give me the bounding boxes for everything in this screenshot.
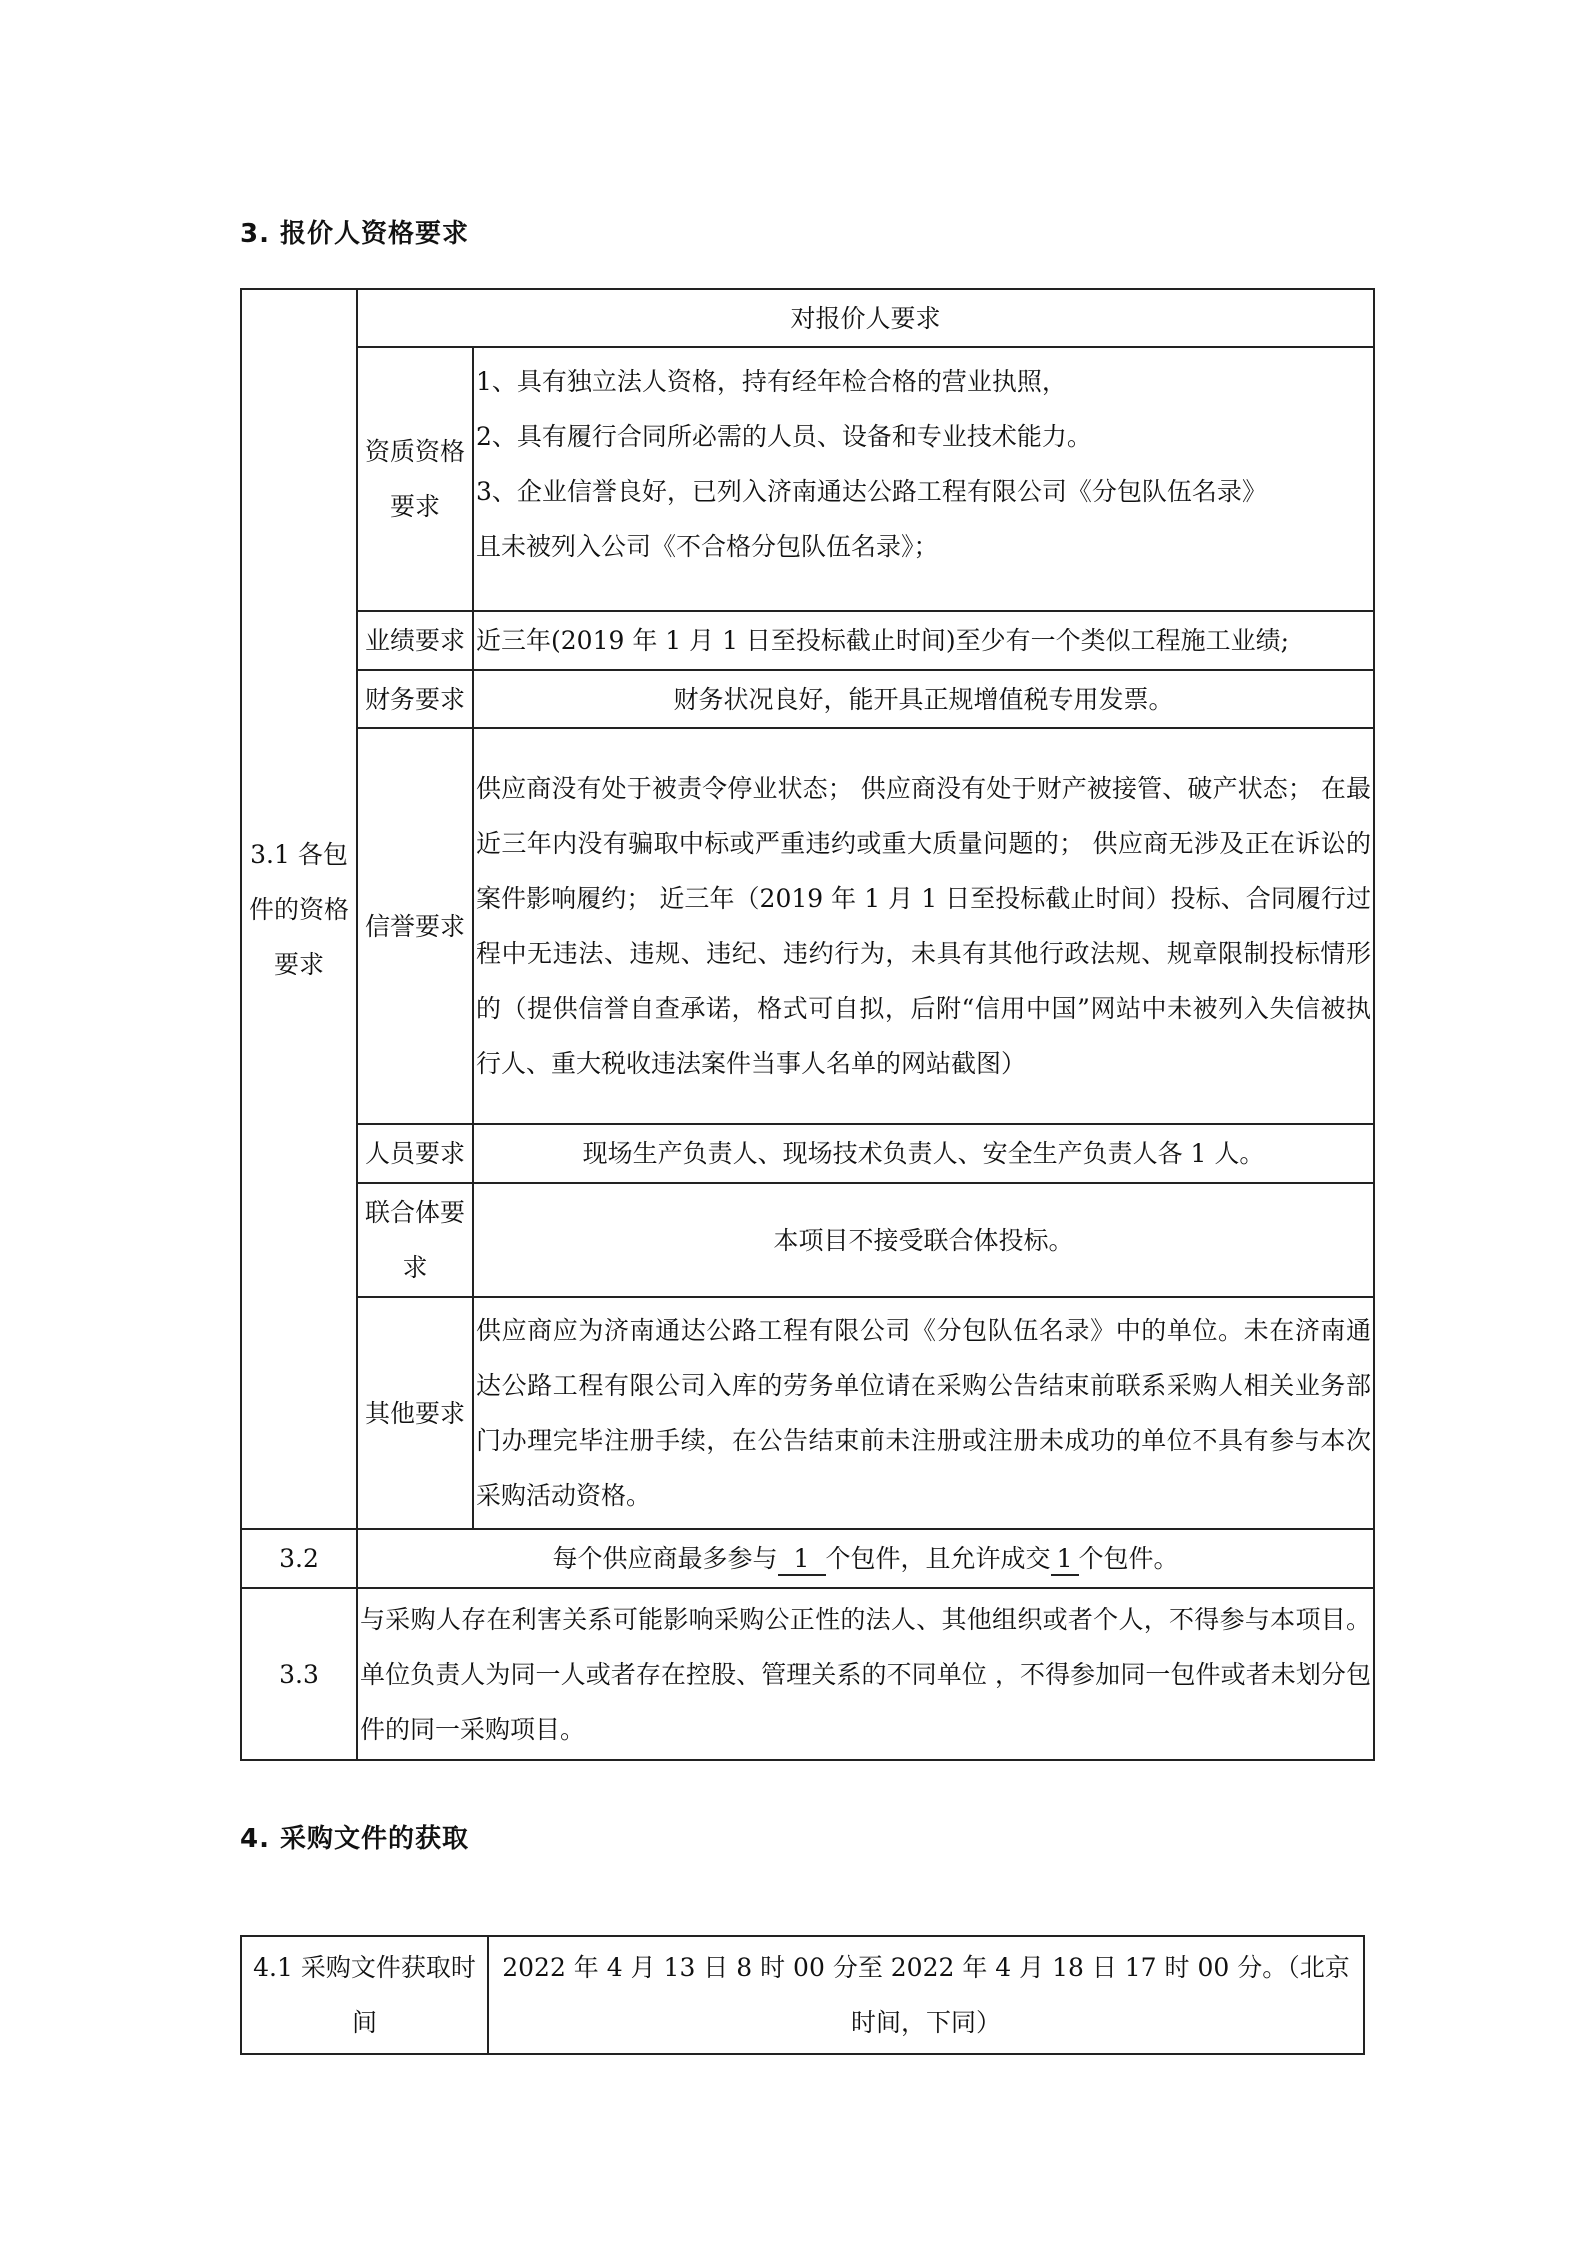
table-row [241, 611, 1374, 670]
row-label-consortium: 联合体要求 [357, 1183, 473, 1297]
row-3-3-label: 3.3 [241, 1588, 357, 1760]
row-label-qualification: 资质资格要求 [357, 347, 473, 611]
row-content-personnel: 现场生产负责人、现场技术负责人、安全生产负责人各 1 人。 [473, 1124, 1374, 1183]
table-row [241, 1588, 1374, 1760]
qualification-line: 1、具有独立法人资格，持有经年检合格的营业执照， [476, 367, 1067, 396]
document-acquisition-table [240, 1935, 1365, 2055]
max-awards-value: 1 [1051, 1544, 1079, 1576]
row-content-other: 供应商应为济南通达公路工程有限公司《分包队伍名录》中的单位。未在济南通达公路工程有限公司入库的劳务单位请在采购公告结束前联系采购人相关业务部门办理完毕注册手续，在公告结束前未注册或注册未成功的单位不具有参与本次采购活动资格。 [473, 1297, 1374, 1529]
row-content-credit: 供应商没有处于被责令停业状态； 供应商没有处于财产被接管、破产状态； 在最近三年内没有骗取中标或严重违约或重大质量问题的； 供应商无涉及正在诉讼的案件影响履约； 近三年（2019 年 1 月 1 日至投标截止时间）投标、合同履行过程中无违法、违规、违纪、违约行为，未具有其他行政法规、规章限制投标情形的（提供信誉自查承诺，格式可自拟，后附“信用中国”网站中未被列入失信被执行人、重大税收违法案件当事人名单的网站截图） [473, 728, 1374, 1124]
table-header: 对报价人要求 [357, 289, 1374, 347]
qualification-line: 3、企业信誉良好，已列入济南通达公路工程有限公司《分包队伍名录》 [476, 477, 1267, 506]
table-row [241, 1124, 1374, 1183]
row-4-1-label: 4.1 采购文件获取时间 [241, 1936, 488, 2054]
row-3-2-text: 个包件。 [1078, 1544, 1179, 1573]
row-label-credit: 信誉要求 [357, 728, 473, 1124]
row-3-2-content [357, 1529, 1374, 1588]
table-row [241, 289, 1374, 347]
table-row [241, 728, 1374, 1124]
row-label-finance: 财务要求 [357, 670, 473, 728]
row-content-finance: 财务状况良好，能开具正规增值税专用发票。 [473, 670, 1374, 728]
section-4-heading: 4. 采购文件的获取 [240, 1824, 470, 1854]
table-row [241, 1529, 1374, 1588]
table-row [241, 1297, 1374, 1529]
row-3-2-text: 每个供应商最多参与 [552, 1544, 778, 1573]
table-row [241, 670, 1374, 728]
row-label-performance: 业绩要求 [357, 611, 473, 670]
row-content-qualification [473, 347, 1374, 611]
qualification-line: 且未被列入公司《不合格分包队伍名录》； [476, 532, 939, 561]
table-row [241, 1936, 1364, 2054]
row-3-1-label: 3.1 各包件的资格要求 [241, 289, 357, 1529]
row-4-1-content: 2022 年 4 月 13 日 8 时 00 分至 2022 年 4 月 18 日 17 时 00 分。（北京时间，下同） [488, 1936, 1364, 2054]
qualification-line: 2、具有履行合同所必需的人员、设备和专业技术能力。 [476, 422, 1092, 451]
max-packages-value: 1 [778, 1544, 826, 1576]
row-3-3-content: 与采购人存在利害关系可能影响采购公正性的法人、其他组织或者个人，不得参与本项目。单位负责人为同一人或者存在控股、管理关系的不同单位 ，不得参加同一包件或者未划分包件的同一采购项目。 [357, 1588, 1374, 1760]
table-row [241, 347, 1374, 611]
section-3-heading: 3. 报价人资格要求 [240, 219, 470, 249]
row-label-other: 其他要求 [357, 1297, 473, 1529]
row-content-consortium: 本项目不接受联合体投标。 [473, 1183, 1374, 1297]
table-row [241, 1183, 1374, 1297]
row-label-personnel: 人员要求 [357, 1124, 473, 1183]
row-content-performance: 近三年(2019 年 1 月 1 日至投标截止时间)至少有一个类似工程施工业绩; [473, 611, 1374, 670]
row-3-2-label: 3.2 [241, 1529, 357, 1588]
row-3-2-text: 个包件，且允许成交 [825, 1544, 1051, 1573]
qualification-requirements-table [240, 288, 1375, 1761]
